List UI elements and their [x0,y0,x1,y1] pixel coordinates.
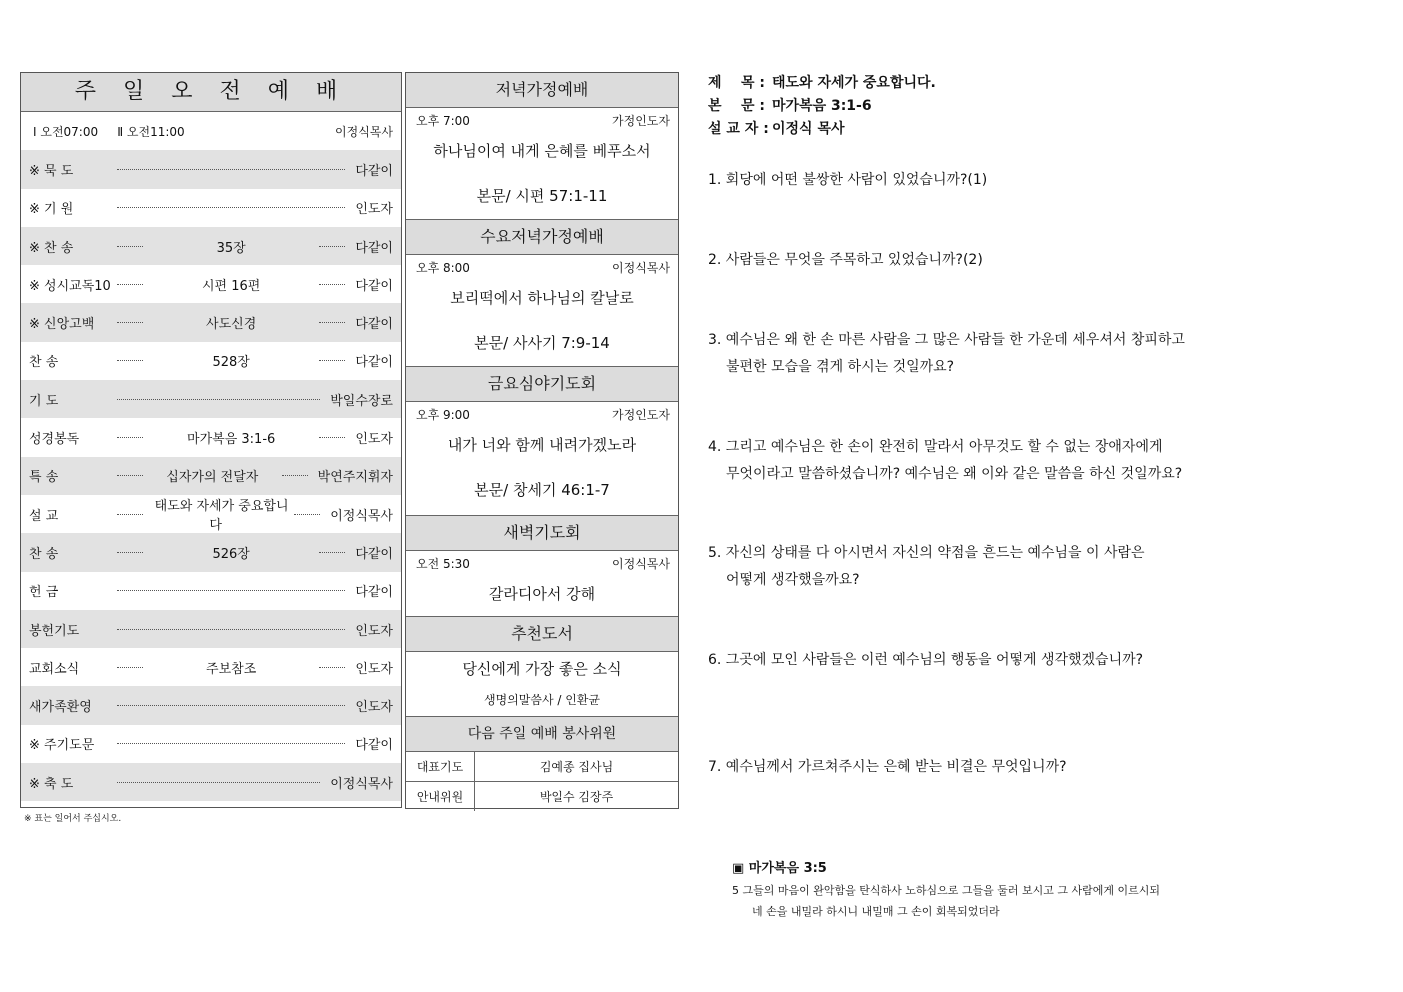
verse-line: 5 그들의 마음이 완악함을 탄식하사 노하심으로 그들을 둘러 보시고 그 사람에게 이르시되 [732,884,1160,897]
order-item-person: 다같이 [355,240,393,256]
service-leader: 이정식목사 [612,557,670,571]
question-text: 2. 사람들은 무엇을 주목하고 있었습니까?(2) [708,252,983,268]
service-leader: 가정인도자 [612,408,670,422]
sermon-title-row: 제 목 : 태도와 자세가 중요합니다. [708,72,1388,95]
verse-reference: ▣ 마가복음 3:5 [732,861,827,876]
question-text: 5. 자신의 상태를 다 아시면서 자신의 약점을 흔드는 예수님을 이 사람은 [708,545,1145,561]
standing-footnote: ※ 표는 일어서 주십시오. [24,814,122,824]
weekly-services-panel [405,72,679,809]
book-name: 당신에게 가장 좋은 소식 [462,660,622,678]
order-row [21,342,401,380]
order-item-detail: 주보참조 [206,661,257,677]
order-row [21,150,401,188]
question-text-continued: 무엇이라고 말씀하셨습니까? 예수님은 왜 이와 같은 말씀을 하신 것일까요? [726,466,1183,482]
study-question [708,327,1185,381]
order-item-detail: 마가복음 3:1-6 [187,432,276,448]
service-message: 보리떡에서 하나님의 칼날로 [450,289,634,307]
volunteer-row [406,751,678,781]
order-row [21,380,401,418]
worship-order-panel [20,72,402,808]
order-row [21,303,401,341]
order-row [21,572,401,610]
order-row [21,763,401,801]
volunteer-role: 대표기도 [406,752,475,781]
order-item-label: ※ 주기도문 [29,738,95,754]
service-scripture: 본문/ 사사기 7:9-14 [474,334,610,352]
order-row [21,648,401,686]
service-message: 갈라디아서 강해 [488,585,596,603]
order-item-label: 교회소식 [29,661,80,677]
question-text: 1. 회당에 어떤 불쌍한 사람이 있었습니까?(1) [708,172,988,188]
order-item-label: 찬 송 [29,355,59,371]
order-item-detail: 십자가의 전달자 [166,470,259,486]
order-item-detail: 태도와 자세가 중요합니다 [154,499,289,534]
order-item-label: 새가족환영 [29,700,92,716]
order-rows [21,150,401,801]
study-question [708,167,987,194]
service-leader: 이정식목사 [335,124,393,139]
service-time: 오후 8:00 [416,261,470,275]
order-item-detail: 35장 [216,240,246,256]
order-item-label: ※ 찬 송 [29,240,74,256]
study-question [708,434,1182,488]
order-item-detail: 시편 16편 [201,278,261,294]
order-item-person: 다같이 [355,317,393,333]
service-title: 저녁가정예배 [406,73,678,108]
order-item-person: 다같이 [355,163,393,179]
order-item-label: ※ 묵 도 [29,163,74,179]
study-question [708,247,983,274]
worship-order-title: 주 일 오 전 예 배 [21,73,401,112]
sermon-title: 태도와 자세가 중요합니다. [772,75,936,91]
order-item-detail: 528장 [212,355,250,371]
order-item-person: 인도자 [355,432,393,448]
order-item-label: ※ 성시교독10 [29,278,111,294]
question-text-continued: 어떻게 생각했을까요? [726,572,860,588]
order-item-label: ※ 축 도 [29,776,74,792]
order-item-label: ※ 기 원 [29,202,74,218]
order-item-label: 특 송 [29,470,59,486]
order-item-detail: 사도신경 [206,317,257,333]
question-text: 4. 그리고 예수님은 한 손이 완전히 말라서 아무것도 할 수 없는 장애자에게 [708,439,1163,455]
order-item-person: 박연주지휘자 [317,470,393,486]
service-title: 금요심야기도회 [406,367,678,402]
question-text: 3. 예수님은 왜 한 손 마른 사람을 그 많은 사람들 한 가운데 세우셔서 창피하고 [708,332,1185,348]
volunteer-role: 안내위원 [406,782,475,811]
service-time: 오후 7:00 [416,114,470,128]
service-section [406,220,678,367]
order-row [21,686,401,724]
order-row [21,227,401,265]
sermon-text: 마가복음 3:1-6 [772,98,872,114]
service-leader: 가정인도자 [612,114,670,128]
order-item-label: 성경봉독 [29,432,80,448]
volunteer-name: 김예종 집사님 [539,760,614,774]
order-row [21,610,401,648]
service-time: 오전 5:30 [416,557,470,571]
order-item-person: 다같이 [355,355,393,371]
volunteer-row [406,781,678,811]
service-title: 수요저녁가정예배 [406,220,678,255]
book-author: 생명의말씀사 / 인환균 [483,693,600,707]
order-row [21,725,401,763]
study-question [708,540,1145,594]
service-scripture: 본문/ 시편 57:1-11 [476,187,608,205]
order-row [21,457,401,495]
order-item-label: 기 도 [29,393,59,409]
order-item-person: 박일수장로 [330,393,393,409]
order-row [21,265,401,303]
sermon-text-row: 본 문 : 마가복음 3:1-6 [708,95,1388,118]
study-question [708,754,1067,781]
study-question [708,647,1143,674]
order-item-person: 인도자 [355,661,393,677]
order-row [21,495,401,533]
service-times-row [21,112,401,150]
service-time: 오후 9:00 [416,408,470,422]
service-sections [406,73,678,617]
service-section [406,73,678,220]
order-item-label: 설 교 [29,508,59,524]
service-message: 내가 너와 함께 내려가겠노라 [447,436,637,454]
recommended-book-title: 추천도서 [406,617,678,652]
order-item-label: 헌 금 [29,585,59,601]
service-scripture: 본문/ 창세기 46:1-7 [474,481,610,499]
verse-line: 네 손을 내밀라 하시니 내밀매 그 손이 회복되었더라 [752,905,1000,918]
sermon-study-panel [708,72,1388,972]
recommended-book-section [406,617,678,717]
order-item-label: 봉헌기도 [29,623,80,639]
order-item-label: ※ 신앙고백 [29,317,95,333]
order-item-person: 다같이 [355,738,393,754]
order-item-person: 다같이 [355,585,393,601]
volunteer-name: 박일수 김장주 [539,790,614,804]
verse-box [732,857,1160,922]
order-item-person: 다같이 [355,546,393,562]
service-section [406,367,678,516]
question-text: 7. 예수님께서 가르쳐주시는 은혜 받는 비결은 무엇입니까? [708,759,1067,775]
order-item-person: 인도자 [355,700,393,716]
question-text-continued: 불편한 모습을 겪게 하시는 것일까요? [726,359,955,375]
second-service-time: Ⅱ 오전11:00 [117,124,185,139]
sermon-preacher-row: 설 교 자 : 이정식 목사 [708,118,1388,141]
first-service-time: Ⅰ 오전07:00 [33,124,99,139]
service-section [406,516,678,617]
service-leader: 이정식목사 [612,261,670,275]
order-item-person: 이정식목사 [330,776,393,792]
order-item-person: 인도자 [355,202,393,218]
order-item-person: 다같이 [355,278,393,294]
volunteers-title: 다음 주일 예배 봉사위원 [406,717,678,751]
sermon-preacher: 이정식 목사 [772,121,845,137]
order-row [21,189,401,227]
order-item-person: 이정식목사 [330,508,393,524]
order-item-label: 찬 송 [29,546,59,562]
order-row [21,418,401,456]
order-row [21,533,401,571]
volunteers-section [406,717,678,811]
service-title: 새벽기도회 [406,516,678,551]
order-item-person: 인도자 [355,623,393,639]
service-message: 하나님이여 내게 은혜를 베푸소서 [433,142,651,160]
order-item-detail: 526장 [212,546,250,562]
question-text: 6. 그곳에 모인 사람들은 이런 예수님의 행동을 어떻게 생각했겠습니까? [708,652,1144,668]
